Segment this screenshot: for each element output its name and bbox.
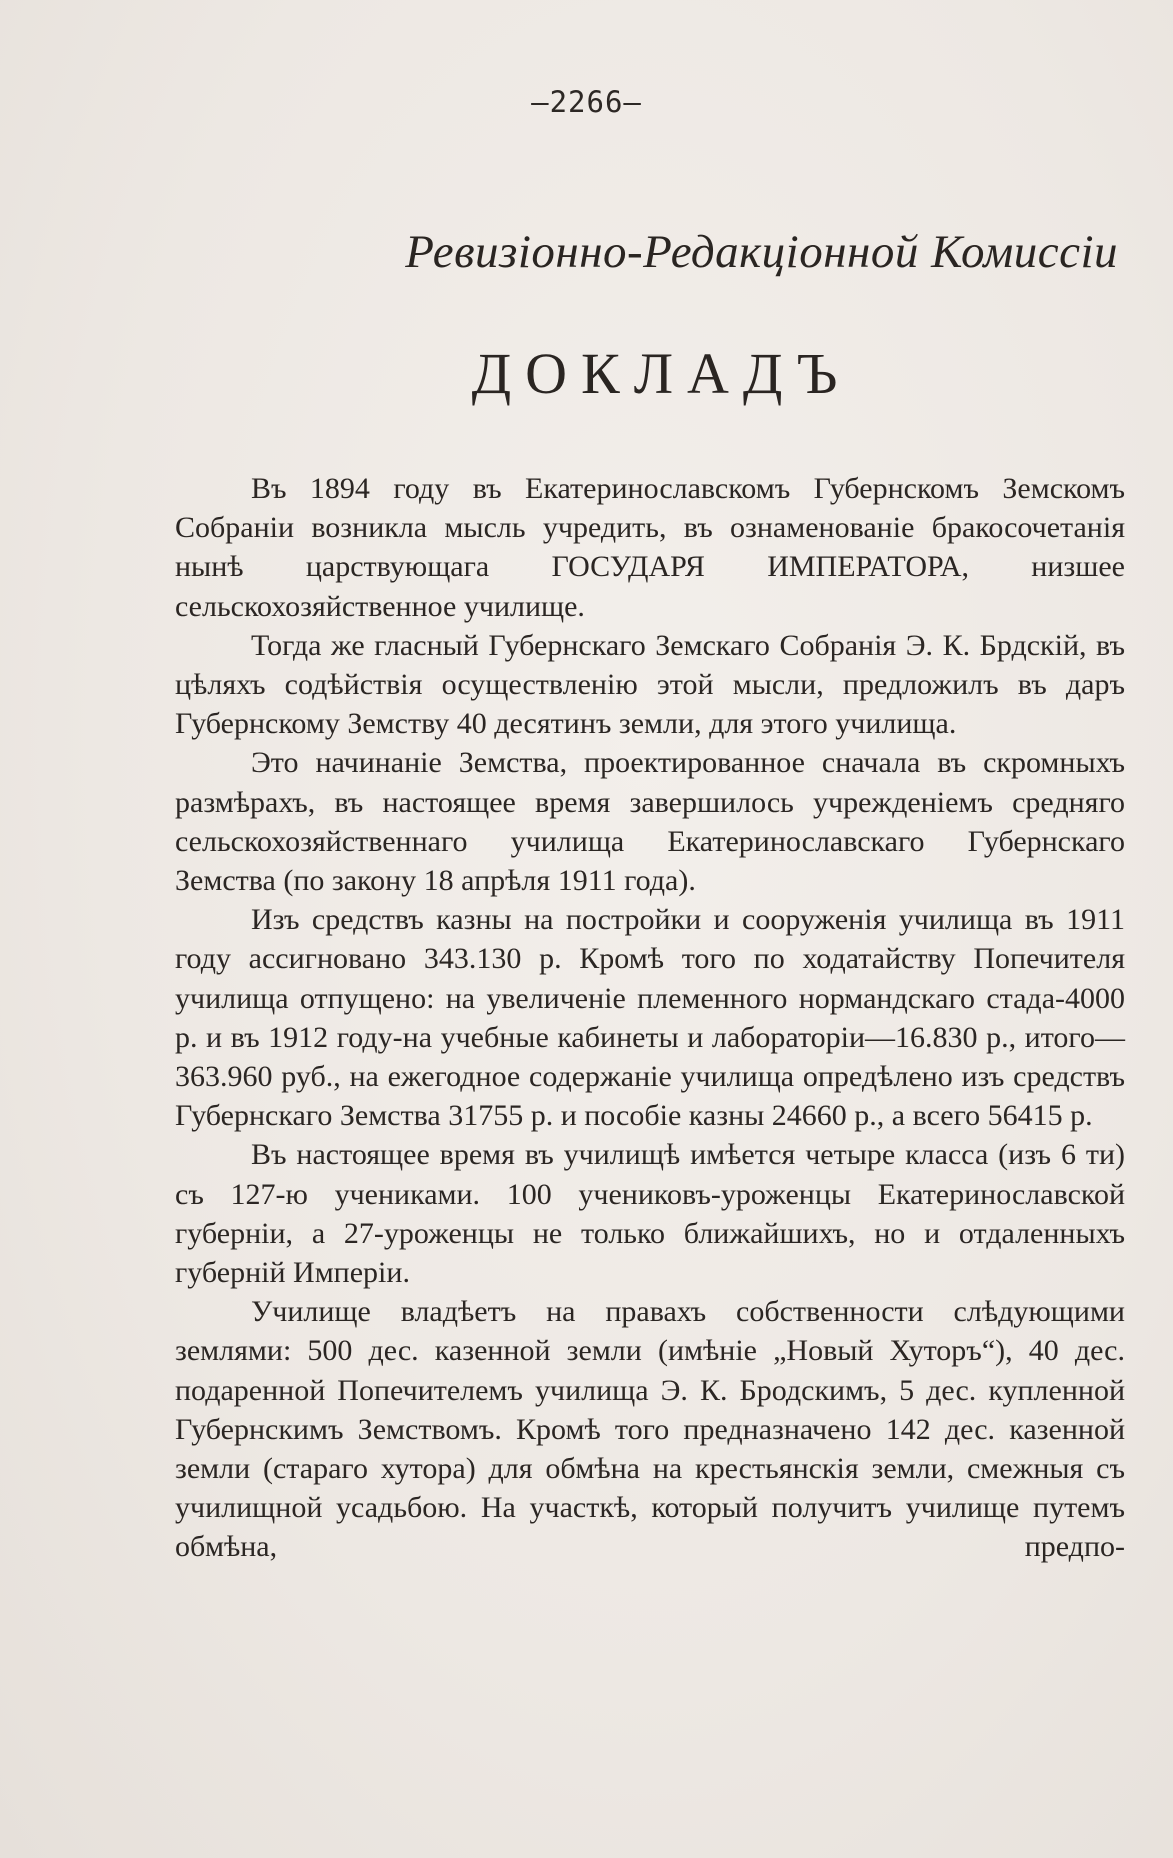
paragraph-2: Тогда же гласный Губернскаго Земскаго Собранія Э. К. Брдскій, въ цѣляхъ содѣйствія осуществленію этой мысли, предложилъ въ даръ Губернскому Земству 40 десятинъ земли, для этого училища. bbox=[175, 628, 1125, 741]
paragraph-4: Изъ средствъ казны на постройки и сооруженія училища въ 1911 году ассигновано 343.130 р. Кромѣ того по ходатайству Попечителя училища отпущено: на увеличеніе племенного нормандскаго стада-4000 р. и въ 1912 году-на учебные кабинеты и лабораторіи—16.830 р., итого—363.960 руб., на ежегодное содержаніе училища опредѣлено изъ средствъ Губернскаго Земства 31755 р. и пособіе казны 24660 р., а всего 56415 р. bbox=[175, 903, 1125, 1133]
report-title: ДОКЛАДЪ bbox=[471, 341, 852, 406]
paragraph-3: Это начинаніе Земства, проектированное сначала въ скромныхъ размѣрахъ, въ настоящее время завершилось учрежденіемъ средняго сельскохозяйственнаго училища Екатеринославскаго Губернскаго Земства (по закону 18 апрѣля 1911 года). bbox=[175, 746, 1125, 898]
page-number: —2266— bbox=[531, 85, 642, 119]
report-body bbox=[175, 469, 1125, 1567]
paragraph-5: Въ настоящее время въ училищѣ имѣется четыре класса (изъ 6 ти) съ 127-ю учениками. 100 учениковъ-уроженцы Екатеринославской губерніи, а 27-уроженцы не только ближайшихъ, но и отдаленныхъ губерній Имперіи. bbox=[175, 1138, 1125, 1290]
paragraph-6: Училище владѣетъ на правахъ собственности слѣдующими землями: 500 дес. казенной земли (имѣніе „Новый Хуторъ“), 40 дес. подаренной Попечителемъ училища Э. К. Бродскимъ, 5 дес. купленной Губернскимъ Земствомъ. Кромѣ того предназначено 142 дес. казенной земли (стараго хутора) для обмѣна на крестьянскія земли, смежныя съ училищной усадьбою. На участкѣ, который получитъ училище путемъ обмѣна, предпо- bbox=[175, 1295, 1125, 1564]
paragraph-1: Въ 1894 году въ Екатеринославскомъ Губернскомъ Земскомъ Собраніи возникла мысль учредить, въ ознаменованіе бракосочетанія нынѣ царствующага ГОСУДАРЯ ИМПЕРАТОРА, низшее сельскохозяйственное училище. bbox=[175, 472, 1125, 623]
commission-heading: Ревизіонно-Редакціонной Комиссіи bbox=[405, 226, 1118, 278]
